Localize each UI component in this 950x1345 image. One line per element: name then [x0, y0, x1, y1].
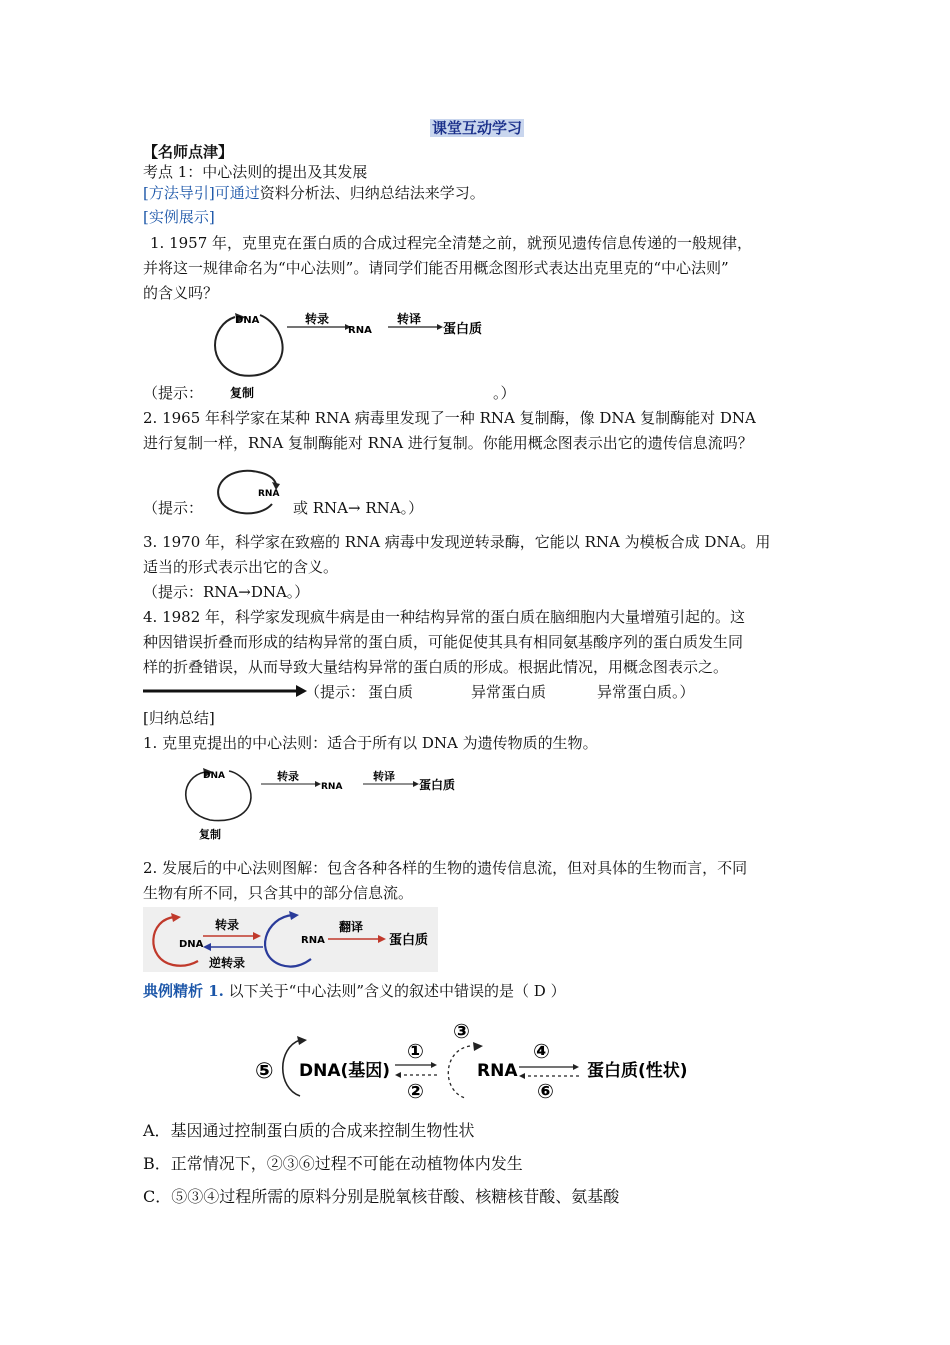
ex-rna-loop-arrowhead [473, 1042, 483, 1051]
ex-num-1: ① [407, 1039, 424, 1063]
q4-line-2: 种因错误折叠而形成的结构异常的蛋白质，可能促使其具有相同氨基酸序列的蛋白质发生同 [143, 633, 744, 651]
summary-2-line-1: 2. 发展后的中心法则图解：包含各种各样的生物的遗传信息流，但对具体的生物而言，不同 [143, 859, 748, 877]
q2-hint-rest: 或 RNA→ RNA。） [293, 499, 424, 517]
q1-dna-label: DNA [235, 315, 260, 326]
s1-protein-label: 蛋白质 [419, 778, 456, 792]
q2-line-2: 进行复制一样，RNA 复制酶能对 RNA 进行复制。你能用概念图表示出它的遗传信息流吗？ [143, 434, 753, 452]
ex-arrowhead-6 [519, 1073, 525, 1079]
option-c: C．⑤③④过程所需的原料分别是脱氧核苷酸、核糖核苷酸、氨基酸 [143, 1187, 620, 1206]
summary-tag: [归纳总结] [143, 709, 215, 727]
page-title [430, 116, 524, 141]
q1-line-1: 1. 1957 年，克里克在蛋白质的合成过程完全清楚之前，就预见遗传信息传递的一般规律， [150, 234, 753, 252]
s2-dna-label: DNA [179, 939, 204, 950]
ex-arrowhead-1 [431, 1062, 437, 1068]
q1-rna-label: RNA [348, 325, 372, 336]
summary-1: 1. 克里克提出的中心法则：适合于所有以 DNA 为遗传物质的生物。 [143, 734, 598, 752]
method-guide-rest: 资料分析法、归纳总结法来学习。 [259, 184, 485, 202]
s2-translation-label: 翻译 [339, 920, 364, 934]
s1-translation-label: 转译 [373, 770, 395, 783]
q4-hint-b: 异常蛋白质 [471, 683, 547, 701]
option-a: A．基因通过控制蛋白质的合成来控制生物性状 [143, 1121, 475, 1140]
ex-dna-gene-label: DNA(基因) [299, 1061, 391, 1081]
ex-protein-trait-label: 蛋白质(性状) [587, 1061, 688, 1081]
q2-loop-top [258, 472, 276, 484]
q4-arrow [143, 684, 308, 698]
ex-dna-loop-arrowhead [297, 1036, 307, 1045]
ex-num-6: ⑥ [537, 1079, 554, 1103]
example-question-text: 以下关于“中心法则”含义的叙述中错误的是（ D ） [228, 982, 566, 1000]
example-question [143, 979, 566, 1004]
example-tag: [实例展示] [143, 208, 215, 226]
q4-line-3: 样的折叠错误，从而导致大量结构异常的蛋白质的形成。根据此情况，用概念图表示之。 [143, 658, 729, 676]
q4-hint-open: （提示： [305, 683, 366, 701]
q1-line-2: 并将这一规律命名为“中心法则”。请同学们能否用概念图形式表达出克里克的“中心法则” [143, 259, 729, 277]
s2-rna-label: RNA [301, 935, 325, 946]
s1-replication-label: 复制 [199, 828, 221, 841]
option-b: B．正常情况下，②③⑥过程不可能在动植物体内发生 [143, 1154, 523, 1173]
s2-protein-label: 蛋白质 [389, 933, 429, 948]
q1-translation-label: 转译 [397, 312, 422, 326]
q3-line-1: 3. 1970 年，科学家在致癌的 RNA 病毒中发现逆转录酶，它能以 RNA 为模板合成 DNA。用 [143, 533, 771, 551]
s2-reverse-label: 逆转录 [209, 956, 246, 970]
q1-transcription-label: 转录 [305, 312, 330, 326]
ex-num-5: ⑤ [255, 1059, 274, 1084]
ex-arrowhead-2 [395, 1072, 401, 1078]
q1-protein-label: 蛋白质 [443, 322, 483, 337]
topic-line: 考点 1：中心法则的提出及其发展 [143, 163, 368, 181]
page-title-text: 课堂互动学习 [432, 119, 523, 137]
ex-dna-loop [283, 1040, 300, 1096]
q2-line-1: 2. 1965 年科学家在某种 RNA 病毒里发现了一种 RNA 复制酶，像 DNA 复制酶能对 DNA [143, 409, 756, 427]
q2-diagram [210, 466, 295, 518]
s1-dna-label: DNA [203, 771, 225, 781]
ex-rna-loop [448, 1046, 470, 1098]
s1-transcription-label: 转录 [277, 770, 299, 783]
example-label: 典例精析 1. [143, 982, 224, 1000]
q2-hint-open: （提示： [143, 499, 204, 517]
q1-replication-label: 复制 [230, 386, 255, 400]
q2-rna-label: RNA [258, 489, 280, 499]
q1-hint-close: 。） [493, 384, 516, 402]
q3-line-2: 适当的形式表示出它的含义。 [143, 558, 339, 576]
ex-num-2: ② [407, 1079, 424, 1103]
method-guide-tag: [方法导引]可通过 [143, 184, 260, 202]
summary-2-line-2: 生物有所不同，只含其中的部分信息流。 [143, 884, 414, 902]
ex-rna-label: RNA [477, 1061, 518, 1081]
ex-arrowhead-4 [573, 1064, 579, 1070]
ex-num-3: ③ [453, 1019, 470, 1043]
q4-hint-a: 蛋白质 [368, 683, 414, 701]
section-label: 【名师点津】 [143, 143, 234, 161]
s2-transcription-label: 转录 [215, 918, 240, 932]
ex-num-4: ④ [533, 1039, 550, 1063]
method-guide [143, 181, 485, 206]
s1-rna-label: RNA [321, 782, 343, 792]
example-diagram [255, 1018, 700, 1103]
q3-hint: （提示：RNA→DNA。） [143, 583, 310, 601]
q1-hint-open: （提示： [143, 384, 204, 402]
summary-2-diagram [143, 907, 438, 972]
q4-hint-c: 异常蛋白质。） [597, 683, 695, 701]
q4-line-1: 4. 1982 年，科学家发现疯牛病是由一种结构异常的蛋白质在脑细胞内大量增殖引起的。这 [143, 608, 746, 626]
summary-1-diagram [175, 762, 475, 842]
q1-diagram [205, 305, 495, 400]
q1-line-3: 的含义吗？ [143, 284, 219, 302]
